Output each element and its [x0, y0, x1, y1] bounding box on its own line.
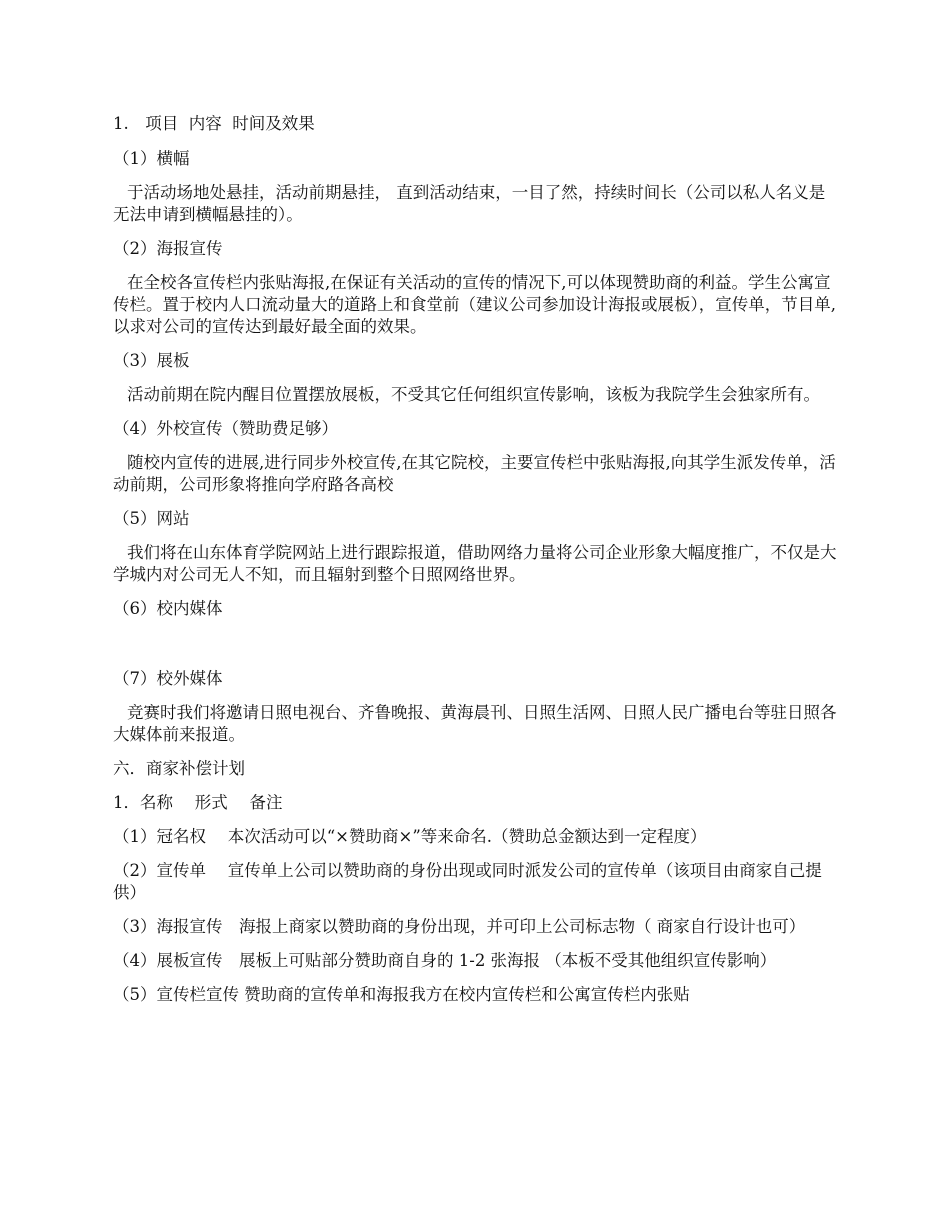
item-body-banner: 于活动场地处悬挂，活动前期悬挂， 直到活动结束，一目了然，持续时间长（公司以私人名义是无法申请到横幅悬挂的）。 [113, 183, 826, 224]
compensation-item-bulletin-board: （5）宣传栏宣传 赞助商的宣传单和海报我方在校内宣传栏和公寓宣传栏内张贴 [113, 985, 690, 1004]
compensation-item-display-board: （4）展板宣传 展板上可贴部分赞助商自身的 1-2 张海报 （本板不受其他组织宣传影响） [113, 951, 777, 970]
item-body-website: 我们将在山东体育学院网站上进行跟踪报道，借助网络力量将公司企业形象大幅度推广，不仅是大学城内对公司无人不知，而且辐射到整个日照网络世界。 [113, 543, 837, 584]
item-body-external-promo: 随校内宣传的进展,进行同步外校宣传,在其它院校，主要宣传栏中张贴海报,向其学生派发传单，活动前期，公司形象将推向学府路各高校 [113, 453, 836, 494]
item-heading-external-promo: （4）外校宣传（赞助费足够） [113, 419, 338, 438]
item-heading-campus-media: （6）校内媒体 [113, 599, 223, 618]
item-heading-display-board: （3）展板 [113, 351, 190, 370]
compensation-item-poster: （3）海报宣传 海报上商家以赞助商的身份出现，并可印上公司标志物（ 商家自行设计也可） [113, 917, 806, 936]
item-heading-poster: （2）海报宣传 [113, 239, 223, 258]
item-heading-banner: （1）横幅 [113, 149, 190, 168]
item-heading-external-media: （7）校外媒体 [113, 669, 223, 688]
item-body-display-board: 活动前期在院内醒目位置摆放展板，不受其它任何组织宣传影响，该板为我院学生会独家所有。 [127, 385, 821, 404]
section-heading-project: 1. 项目 内容 时间及效果 [113, 114, 315, 133]
section-heading-compensation: 六．商家补偿计划 [113, 759, 245, 778]
item-heading-website: （5）网站 [113, 509, 190, 528]
item-body-external-media: 竞赛时我们将邀请日照电视台、齐鲁晚报、黄海晨刊、日照生活网、日照人民广播电台等驻日照各大媒体前来报道。 [113, 703, 837, 744]
compensation-table-header: 1．名称 形式 备注 [113, 793, 283, 812]
item-body-poster: 在全校各宣传栏内张贴海报,在保证有关活动的宣传的情况下,可以体现赞助商的利益。学生公寓宣传栏。置于校内人口流动量大的道路上和食堂前（建议公司参加设计海报或展板），宣传单，节目单,以求对公司的宣传达到最好最全面的效果。 [113, 273, 836, 336]
compensation-item-leaflet: （2）宣传单 宣传单上公司以赞助商的身份出现或同时派发公司的宣传单（该项目由商家自己提供） [113, 861, 822, 902]
blank-spacer [113, 632, 841, 668]
compensation-item-naming-rights: （1）冠名权 本次活动可以“×赞助商×”等来命名.（赞助总金额达到一定程度） [113, 827, 707, 846]
document-page [113, 113, 841, 1018]
